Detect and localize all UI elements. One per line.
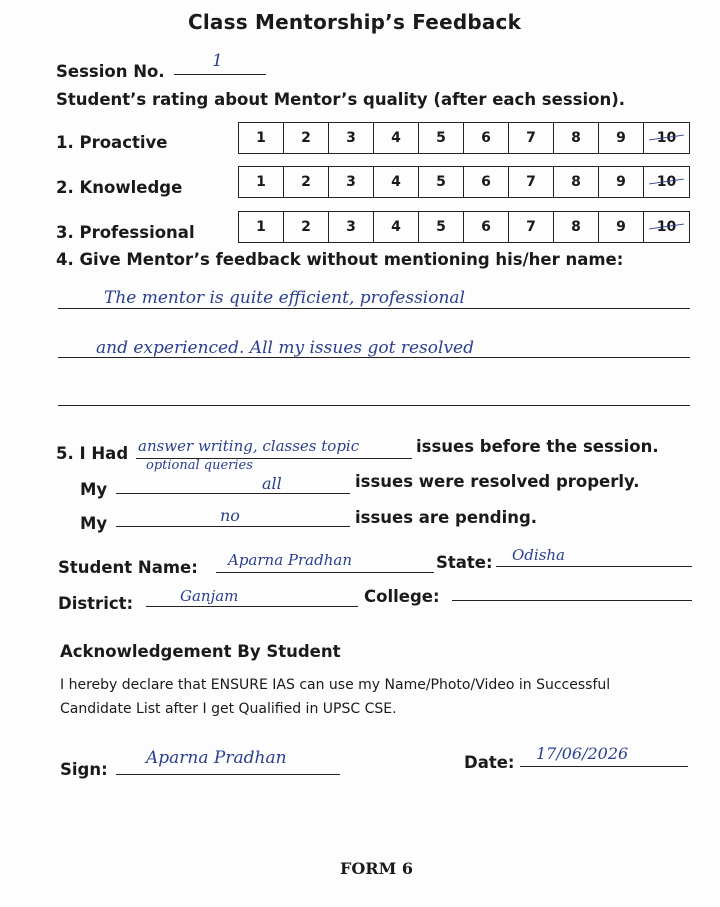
issues-pending-suffix: issues are pending. — [355, 508, 538, 527]
date-label: Date: — [464, 753, 515, 772]
signature[interactable]: Aparna Pradhan — [146, 748, 287, 768]
rating-option[interactable]: 2 — [284, 212, 329, 242]
rating-option[interactable]: 5 — [419, 212, 464, 242]
issues-resolved-value[interactable]: all — [262, 474, 282, 493]
district-label: District: — [58, 594, 134, 613]
issues-pending-label: My — [80, 514, 108, 533]
college-rule — [452, 600, 692, 601]
rating-option[interactable]: 4 — [374, 167, 419, 197]
rating-option[interactable]: 4 — [374, 212, 419, 242]
rating-option[interactable]: 7 — [509, 167, 554, 197]
form-title: Class Mentorship’s Feedback — [188, 10, 522, 34]
issues-pending-rule — [116, 526, 350, 527]
issues-had-value-extra: optional queries — [146, 458, 253, 473]
feedback-rule-2 — [58, 357, 690, 358]
rating-option[interactable]: 1 — [239, 123, 284, 153]
issues-had-suffix: issues before the session. — [416, 437, 659, 456]
issues-resolved-rule — [116, 493, 350, 494]
feedback-line-2[interactable]: and experienced. All my issues got resolved — [96, 338, 474, 358]
declaration-line-2: Candidate List after I get Qualified in UPSC CSE. — [60, 701, 397, 717]
rating-option[interactable]: 3 — [329, 212, 374, 242]
rating-label-knowledge: 2. Knowledge — [56, 178, 183, 197]
district-rule — [146, 606, 358, 607]
rating-option[interactable]: 8 — [554, 123, 599, 153]
rating-option[interactable]: 1 — [239, 212, 284, 242]
declaration-line-1: I hereby declare that ENSURE IAS can use my Name/Photo/Video in Successful — [60, 677, 611, 693]
rating-option[interactable]: 6 — [464, 167, 509, 197]
date-value[interactable]: 17/06/2026 — [536, 744, 629, 763]
issues-had-value[interactable]: answer writing, classes topic — [138, 437, 360, 455]
rating-option[interactable]: 3 — [329, 123, 374, 153]
rating-option[interactable]: 7 — [509, 212, 554, 242]
rating-option[interactable]: 8 — [554, 167, 599, 197]
rating-option-selected[interactable]: 10 — [644, 212, 689, 242]
session-value: 1 — [212, 51, 223, 71]
sign-label: Sign: — [60, 760, 108, 779]
form-number: FORM 6 — [340, 859, 414, 878]
issues-resolved-suffix: issues were resolved properly. — [355, 472, 640, 491]
rating-scale-knowledge — [238, 166, 690, 198]
rating-option[interactable]: 7 — [509, 123, 554, 153]
rating-option[interactable]: 9 — [599, 212, 644, 242]
rating-option[interactable]: 6 — [464, 123, 509, 153]
state-label: State: — [436, 553, 493, 572]
feedback-rule-3 — [58, 405, 690, 406]
rating-option-selected[interactable]: 10 — [644, 123, 689, 153]
rating-option[interactable]: 5 — [419, 123, 464, 153]
issues-resolved-label: My — [80, 480, 108, 499]
rating-label-professional: 3. Professional — [56, 223, 195, 242]
rating-option[interactable]: 2 — [284, 167, 329, 197]
feedback-line-1[interactable]: The mentor is quite efficient, professional — [104, 288, 465, 308]
rating-heading: Student’s rating about Mentor’s quality (after each session). — [56, 90, 626, 109]
session-line — [174, 74, 266, 75]
state-value[interactable]: Odisha — [512, 546, 565, 564]
rating-option[interactable]: 9 — [599, 167, 644, 197]
rating-option[interactable]: 1 — [239, 167, 284, 197]
rating-option[interactable]: 9 — [599, 123, 644, 153]
rating-option[interactable]: 4 — [374, 123, 419, 153]
state-rule — [496, 566, 692, 567]
rating-option[interactable]: 8 — [554, 212, 599, 242]
rating-option[interactable]: 5 — [419, 167, 464, 197]
session-label: Session No. — [56, 62, 165, 81]
date-rule — [520, 766, 688, 767]
rating-option[interactable]: 3 — [329, 167, 374, 197]
rating-scale-proactive — [238, 122, 690, 154]
student-name-label: Student Name: — [58, 558, 198, 577]
college-label: College: — [364, 587, 440, 606]
rating-option[interactable]: 6 — [464, 212, 509, 242]
issues-had-label: 5. I Had — [56, 444, 129, 463]
student-name-rule — [216, 572, 434, 573]
rating-scale-professional — [238, 211, 690, 243]
feedback-rule-1 — [58, 308, 690, 309]
student-name-value[interactable]: Aparna Pradhan — [228, 551, 352, 569]
feedback-label: 4. Give Mentor’s feedback without mentioning his/her name: — [56, 250, 624, 269]
district-value[interactable]: Ganjam — [180, 587, 239, 605]
rating-option-selected[interactable]: 10 — [644, 167, 689, 197]
acknowledgement-heading: Acknowledgement By Student — [60, 642, 341, 661]
sign-rule — [116, 774, 340, 775]
rating-label-proactive: 1. Proactive — [56, 133, 168, 152]
rating-option[interactable]: 2 — [284, 123, 329, 153]
issues-pending-value[interactable]: no — [220, 506, 240, 525]
